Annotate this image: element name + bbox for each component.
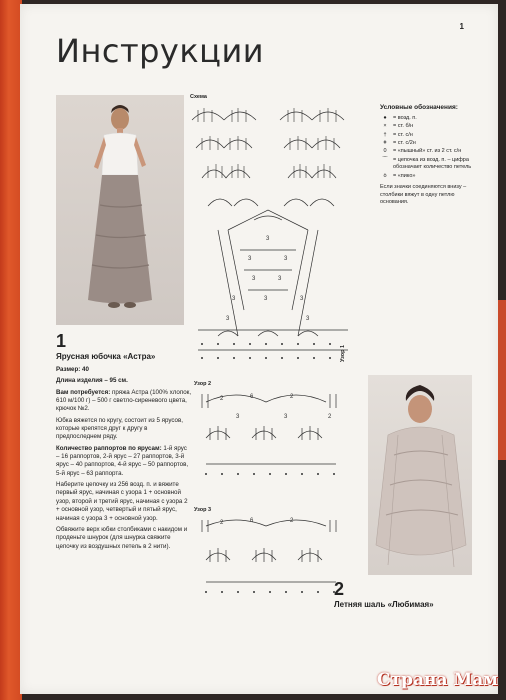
- item1-instructions: [56, 332, 192, 554]
- legend-text: = ст. с/2н: [393, 140, 416, 147]
- legend-text: = цепочка из возд. п. – цифра обозначает количество петель: [393, 156, 472, 171]
- skirt-photo: [56, 95, 184, 325]
- legend-text: = ст. с/н: [393, 131, 413, 138]
- svg-text:3: 3: [252, 276, 256, 282]
- svg-text:3: 3: [284, 256, 288, 262]
- item1-heading: Ярусная юбочка «Астра»: [56, 352, 156, 361]
- uzor1-label: Узор 1: [340, 344, 346, 362]
- item1-para2: Наберите цепочку из 256 возд. п. и вяжите первый ярус, начиная с узора 1 + основной узор, второй и третий ярус, начиная с узора 2 + основной узор, четвертый и пятый ярус, начиная с узора 3 + основной узор.: [56, 481, 188, 522]
- legend-item: [380, 148, 472, 155]
- legend-text: = ст. б/н: [393, 123, 414, 130]
- item2-caption: [334, 580, 434, 609]
- item1-repeats-label: Количество раппортов по ярусам:: [56, 444, 162, 452]
- legend-symbol: ⌒: [382, 156, 388, 163]
- svg-text:2: 2: [290, 394, 294, 400]
- legend-text: = «пышный» ст. из 2 ст. с/н: [393, 148, 462, 155]
- item1-materials: [56, 389, 192, 414]
- item1-materials-text: пряжа Астра (100% хлопок, 610 м/100 г) – 500 г светло-сиреневого цвета, крючок №2.: [56, 388, 192, 413]
- legend-item: [380, 157, 472, 172]
- magazine-edge-left: [0, 0, 22, 700]
- crochet-chart-uzor3: [196, 514, 346, 598]
- legend-item: [380, 173, 472, 180]
- legend: [380, 104, 472, 206]
- legend-heading: Условные обозначения:: [380, 104, 458, 111]
- svg-text:6: 6: [250, 394, 254, 400]
- scheme-label: Схема: [190, 94, 207, 100]
- magazine-edge-right: [498, 300, 506, 460]
- svg-text:3: 3: [264, 296, 268, 302]
- legend-text: = «пико»: [393, 172, 416, 179]
- svg-text:3: 3: [226, 316, 230, 322]
- shawl-model-image: [368, 375, 472, 575]
- legend-text: = возд. п.: [393, 114, 417, 121]
- page-number: 1: [459, 22, 464, 31]
- watermark: Страна Мам: [377, 670, 498, 690]
- svg-text:2: 2: [290, 518, 294, 524]
- legend-item: [380, 123, 472, 130]
- svg-text:2: 2: [220, 520, 224, 526]
- item1-number: 1: [56, 331, 67, 351]
- skirt-model-image: [56, 95, 184, 325]
- svg-text:6: 6: [250, 518, 254, 524]
- svg-text:3: 3: [236, 414, 240, 420]
- uzor3-label: Узор 3: [194, 507, 212, 513]
- item1-materials-label: Вам потребуется:: [56, 388, 111, 396]
- item1-para1: Юбка вяжется по кругу, состоит из 5 ярусов, которые крепятся друг к другу в предпоследнем ряду.: [56, 416, 183, 441]
- svg-text:2: 2: [220, 396, 224, 402]
- crochet-chart-uzor2: [196, 388, 346, 484]
- legend-symbol: ǂ: [383, 140, 387, 147]
- item2-number: 2: [334, 579, 345, 599]
- svg-text:3: 3: [306, 316, 310, 322]
- svg-text:3: 3: [266, 236, 270, 242]
- legend-note: Если значки соединяются внизу – столбики вяжут в одну петлю основания.: [380, 184, 467, 205]
- item1-size: Размер: 40: [56, 365, 89, 373]
- page-title: Инструкции: [56, 32, 265, 70]
- svg-text:3: 3: [278, 276, 282, 282]
- legend-item: [380, 132, 472, 139]
- svg-text:3: 3: [284, 414, 288, 420]
- svg-text:3: 3: [232, 296, 236, 302]
- legend-symbol: ×: [383, 123, 387, 130]
- legend-item: [380, 140, 472, 147]
- crochet-chart-main: [188, 100, 368, 370]
- legend-symbol: ò: [383, 172, 387, 179]
- item1-repeats-text: 1-й ярус – 16 раппортов, 2-й ярус – 27 раппортов, 3-й ярус – 40 раппортов, 4-й ярус – 50 раппортов, 5-й ярус – 63 раппорта.: [56, 444, 189, 477]
- svg-text:3: 3: [300, 296, 304, 302]
- svg-text:2: 2: [328, 414, 332, 420]
- item1-para3: Обвяжите верх юбки столбиками с накидом и проденьте шнурок (для шнурка свяжите цепочку из воздушных петель в 2 нити).: [56, 525, 188, 550]
- uzor2-label: Узор 2: [194, 381, 212, 387]
- legend-symbol: 0: [383, 148, 387, 155]
- item2-heading: Летняя шаль «Любимая»: [334, 600, 434, 609]
- legend-symbol: ●: [383, 114, 387, 121]
- shawl-photo: [368, 375, 472, 575]
- svg-text:3: 3: [248, 256, 252, 262]
- legend-symbol: †: [383, 131, 387, 138]
- item1-length: Длина изделия – 95 см.: [56, 377, 128, 385]
- legend-item: [380, 115, 472, 122]
- item1-repeats: [56, 445, 192, 478]
